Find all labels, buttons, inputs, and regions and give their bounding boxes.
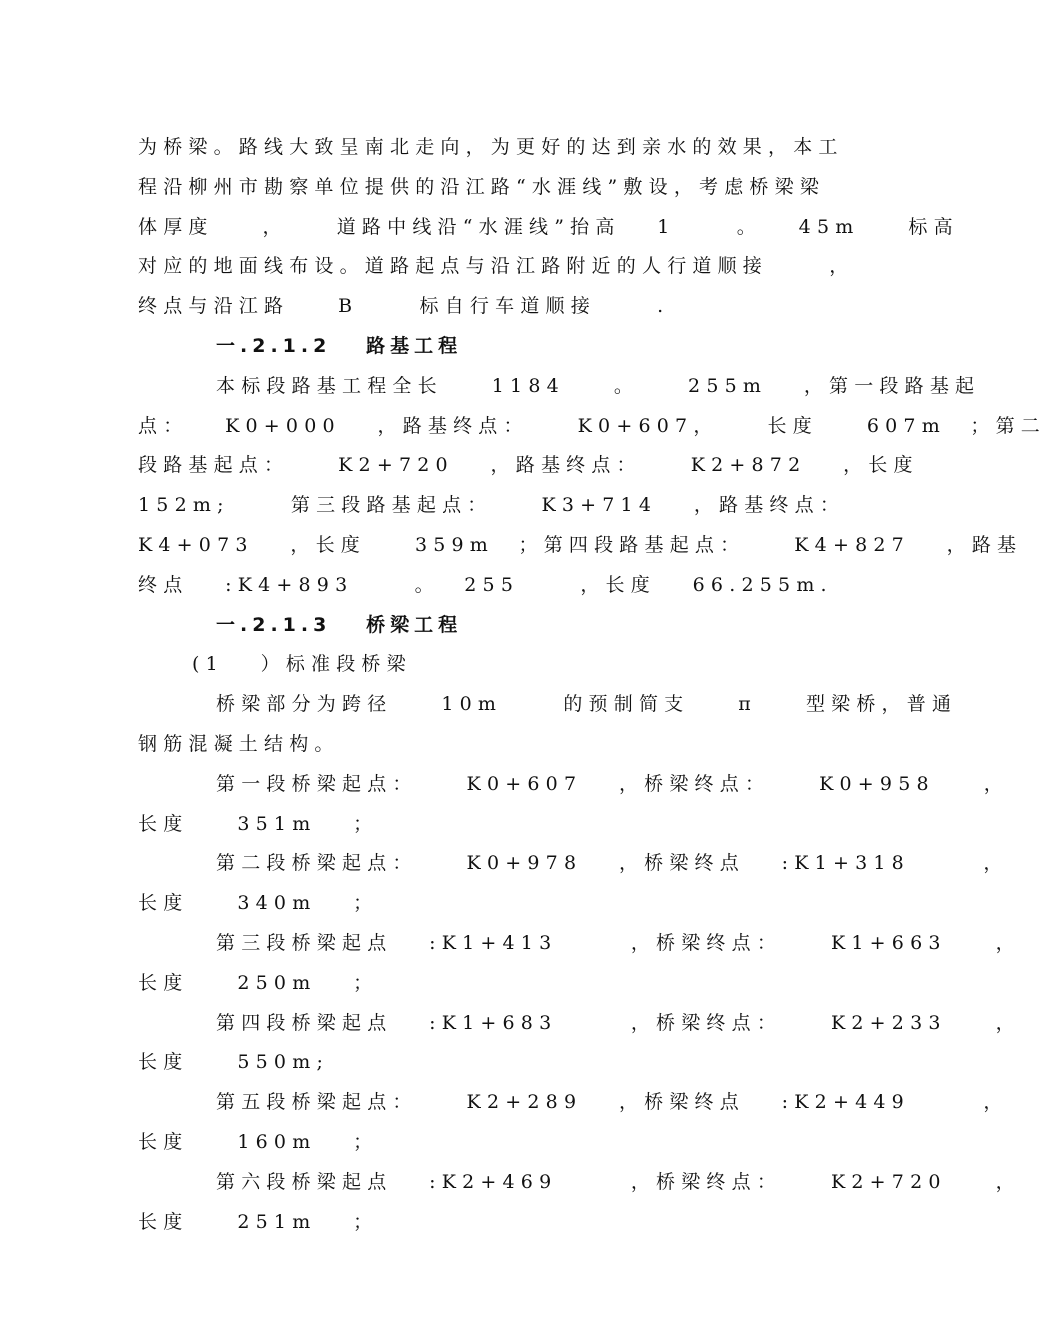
subsection-heading: (1 ）标准段桥梁 bbox=[192, 653, 412, 676]
bridge-segment-line: 第五段桥梁起点： K2+289 ，桥梁终点 :K2+449 ， bbox=[216, 1091, 1009, 1114]
paragraph-line: 终点与沿江路 B 标自行车道顺接 . bbox=[138, 295, 670, 318]
bridge-segment-length: 长度 340m ； bbox=[138, 892, 379, 915]
section-heading-bridge: 一.2.1.3 桥梁工程 bbox=[216, 613, 463, 636]
bridge-segment-line: 第六段桥梁起点 :K2+469 ，桥梁终点： K2+720 ， bbox=[216, 1170, 1021, 1193]
bridge-segment-length: 长度 351m ； bbox=[138, 812, 379, 835]
paragraph-line: 152m; 第三段路基起点： K3+714 ，路基终点： bbox=[138, 494, 846, 517]
bridge-segment-line: 第三段桥梁起点 :K1+413 ，桥梁终点： K1+663 ， bbox=[216, 931, 1021, 954]
paragraph-line: 为桥梁。路线大致呈南北走向，为更好的达到亲水的效果，本工 bbox=[138, 136, 844, 158]
paragraph-line: 桥梁部分为跨径 10m 的预制简支 π 型梁桥，普通 bbox=[216, 693, 958, 716]
paragraph-line: 程沿柳州市勘察单位提供的沿江路“水涯线”敷设，考虑桥梁梁 bbox=[138, 175, 826, 198]
bridge-segment-line: 第四段桥梁起点 :K1+683 ，桥梁终点： K2+233 ， bbox=[216, 1011, 1021, 1034]
paragraph-line: 点： K0+000 ，路基终点： K0+607， 长度 607m ；第二 bbox=[138, 414, 1046, 437]
bridge-segment-line: 第一段桥梁起点： K0+607 ，桥梁终点： K0+958 ， bbox=[216, 772, 1009, 795]
bridge-segment-length: 长度 550m; bbox=[138, 1051, 330, 1074]
paragraph-line: 本标段路基工程全长 1184 。 255m ，第一段路基起 bbox=[216, 374, 981, 397]
bridge-segment-line: 第二段桥梁起点： K0+978 ，桥梁终点 :K1+318 ， bbox=[216, 852, 1009, 875]
bridge-segment-length: 长度 251m ； bbox=[138, 1210, 379, 1233]
paragraph-line: 段路基起点： K2+720 ，路基终点： K2+872 ，长度 bbox=[138, 454, 919, 477]
section-heading-subgrade: 一.2.1.2 路基工程 bbox=[216, 334, 463, 357]
paragraph-line: 钢筋混凝土结构。 bbox=[138, 732, 340, 755]
document-page bbox=[138, 128, 1046, 1242]
bridge-segment-length: 长度 250m ； bbox=[138, 971, 379, 994]
paragraph-line: K4+073 ，长度 359m ；第四段路基起点： K4+827 ，路基 bbox=[138, 533, 1023, 556]
paragraph-line: 对应的地面线布设。道路起点与沿江路附近的人行道顺接 ， bbox=[138, 255, 855, 278]
paragraph-line: 终点 :K4+893 。 255 ，长度 66.255m. bbox=[138, 573, 833, 596]
paragraph-line: 体厚度 ， 道路中线沿“水涯线”抬高 1 。 45m 标高 bbox=[138, 215, 959, 238]
bridge-segment-length: 长度 160m ； bbox=[138, 1130, 379, 1153]
